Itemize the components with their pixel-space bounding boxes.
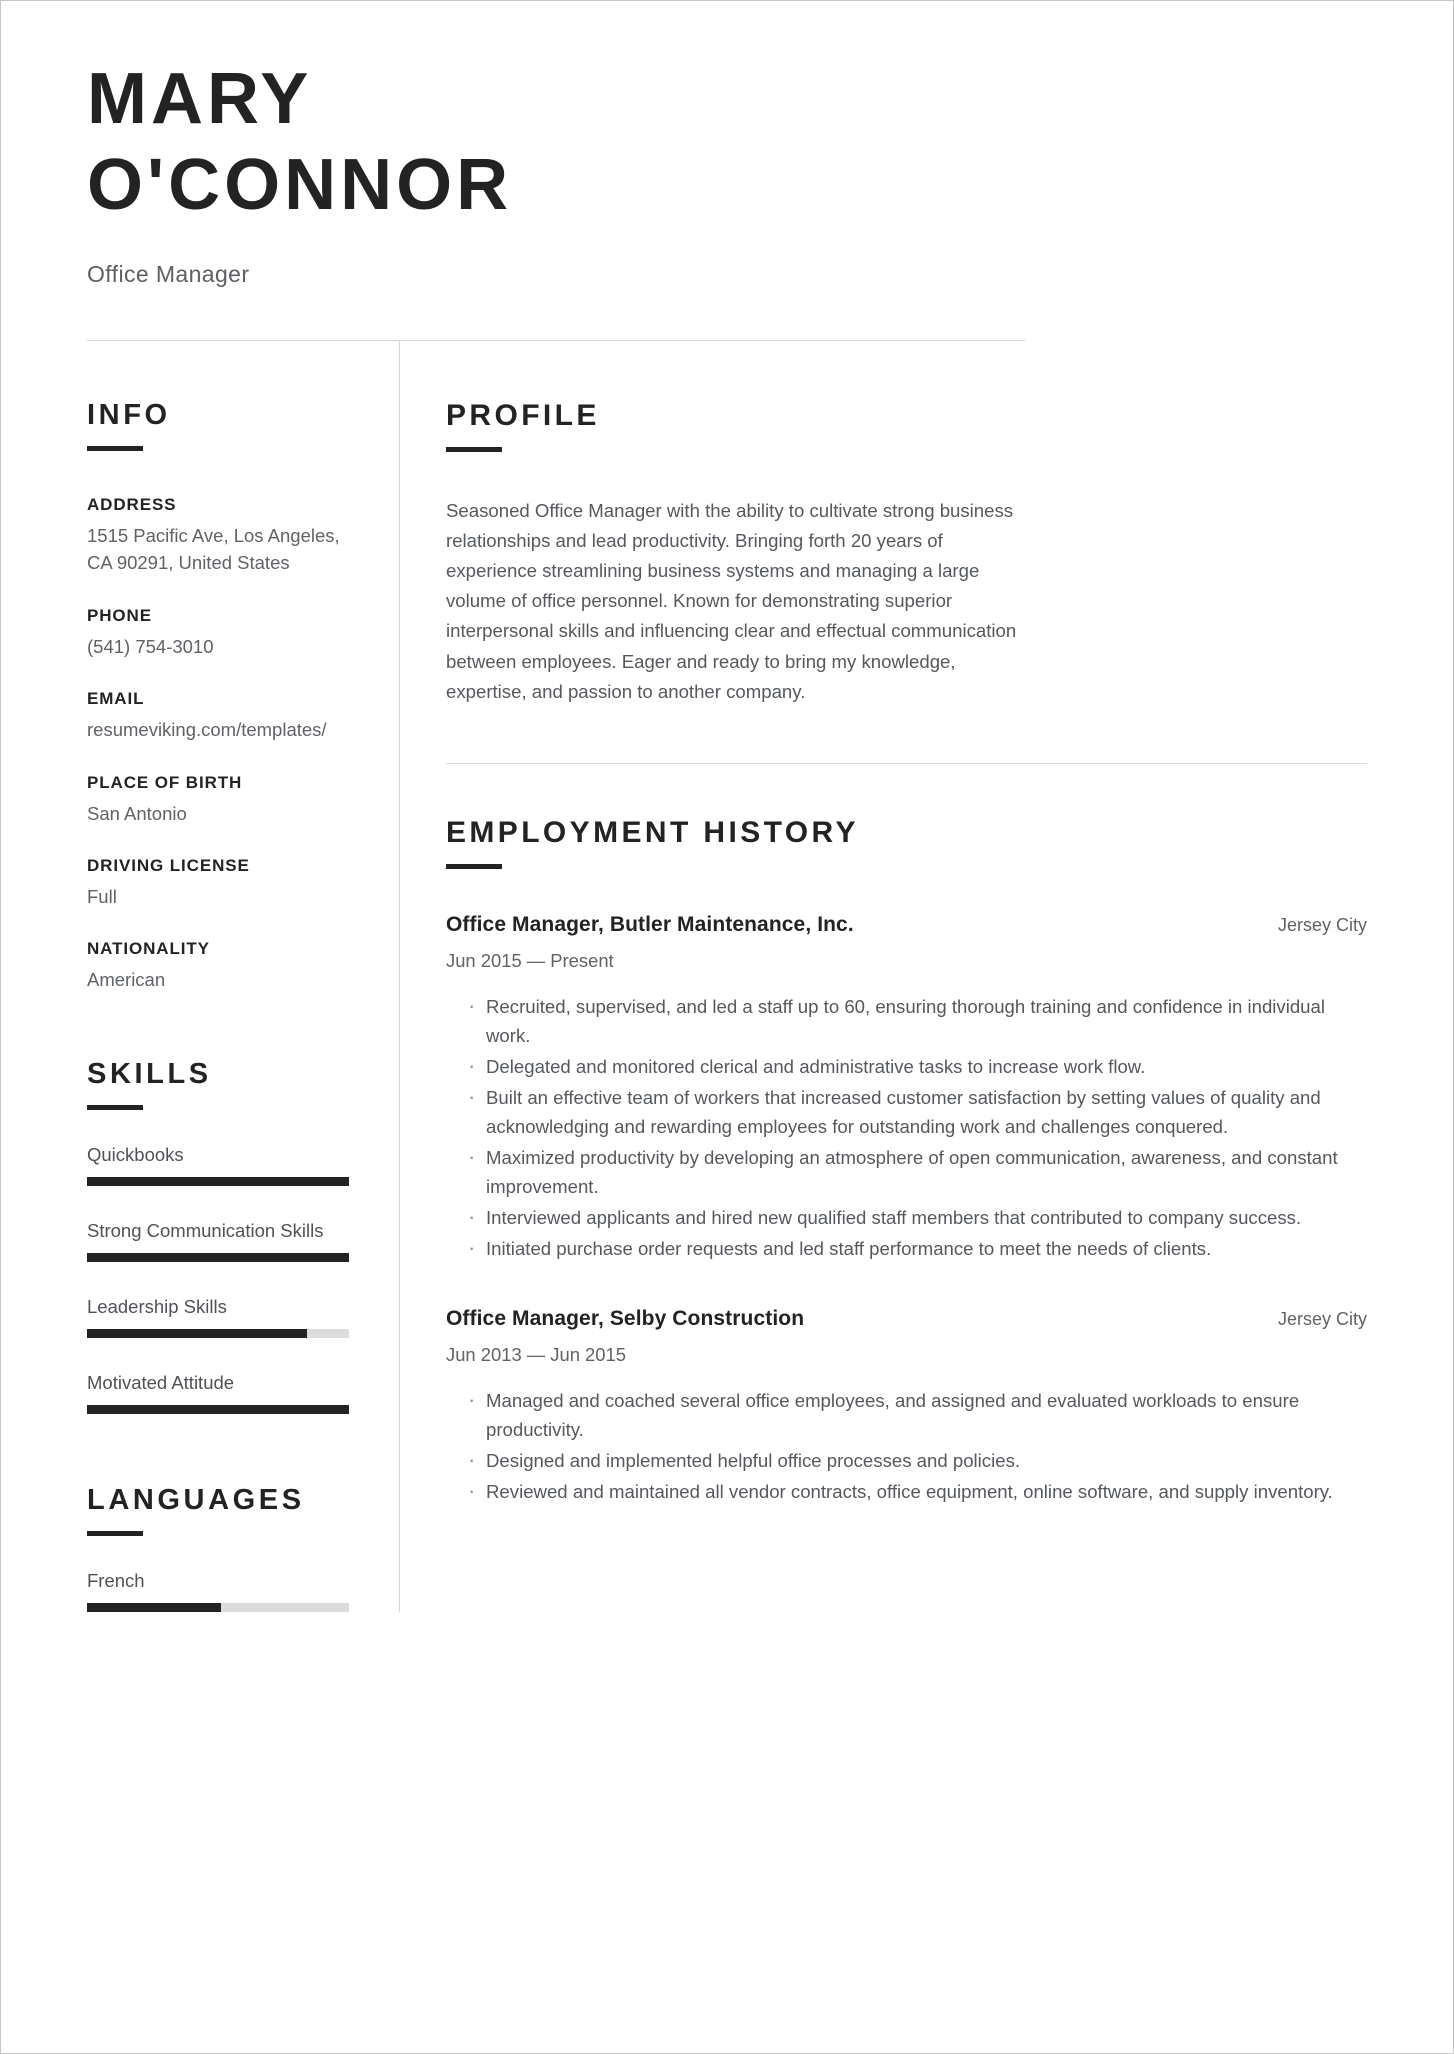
skill-level-fill [87,1177,349,1186]
info-item-email [87,689,369,743]
skill-label: Leadership Skills [87,1295,227,1317]
main-content [400,341,1367,1612]
languages-section-title: LANGUAGES [87,1483,305,1516]
job-location: Jersey City [1277,914,1367,935]
job-header [446,1307,1367,1331]
employment-section-title: EMPLOYMENT HISTORY [446,815,859,849]
info-value[interactable]: resumeviking.com/templates/ [87,719,327,741]
info-section [87,399,369,994]
info-value: American [87,969,166,991]
info-item-driving-license [87,856,369,910]
employment-underline [446,864,502,869]
job-dates: Jun 2015 — Present [446,949,614,971]
first-name: MARY [87,59,313,139]
resume-header [87,59,1367,288]
skill-label: Strong Communication Skills [87,1219,324,1241]
skills-section [87,1058,369,1414]
info-section-title: INFO [87,399,171,431]
info-value: Full [87,885,117,907]
section-divider [446,763,1367,764]
info-value: 1515 Pacific Ave, Los Angeles, CA 90291, United States [87,525,340,574]
job-bullet: · Recruited, supervised, and led a staff up to 60, ensuring thorough training and confidence in individual work. [446,992,1367,1050]
info-value: San Antonio [87,802,187,824]
job-role: Office Manager, Selby Construction [446,1306,805,1330]
info-label: PHONE [87,605,152,625]
profile-section-title: PROFILE [446,399,600,432]
skill-item [87,1144,369,1186]
languages-underline [87,1531,143,1536]
job-entry [446,1307,1367,1506]
skill-item [87,1296,369,1338]
job-location: Jersey City [1277,1308,1367,1329]
profile-underline [446,447,502,452]
skill-level-bar [87,1329,349,1338]
job-bullet: · Reviewed and maintained all vendor contracts, office equipment, online software, and supply inventory. [446,1477,1367,1506]
skill-level-bar [87,1177,349,1186]
job-bullets [446,992,1367,1263]
info-label: DRIVING LICENSE [87,855,250,875]
employment-section [446,816,1367,1506]
language-label: French [87,1569,145,1591]
info-list [87,495,369,994]
info-label: ADDRESS [87,495,177,514]
skill-item [87,1220,369,1262]
job-bullet: · Built an effective team of workers that increased customer satisfaction by setting values of quality and acknowledging and rewarding employees for outstanding work and challenges conquered. [446,1083,1367,1141]
resume-columns [87,341,1367,1612]
language-item [87,1570,369,1612]
languages-section [87,1484,369,1612]
skill-item [87,1372,369,1414]
job-dates: Jun 2013 — Jun 2015 [446,1343,626,1365]
info-label: PLACE OF BIRTH [87,772,243,792]
resume-content [1,1,1453,1612]
skill-level-bar [87,1405,349,1414]
job-bullet: · Delegated and monitored clerical and administrative tasks to increase work flow. [446,1052,1367,1081]
job-header [446,913,1367,937]
info-item-nationality [87,939,369,993]
last-name: O'CONNOR [87,145,513,225]
job-bullet: · Managed and coached several office employees, and assigned and evaluated workloads to ensure productivity. [446,1386,1367,1444]
info-label: NATIONALITY [87,939,210,959]
language-level-bar [87,1603,349,1612]
skill-level-fill [87,1405,349,1414]
info-item-place-of-birth [87,773,369,827]
skill-label: Quickbooks [87,1143,184,1165]
job-bullet: · Interviewed applicants and hired new qualified staff members that contributed to company success. [446,1203,1367,1232]
header-job-title: Office Manager [87,261,250,287]
job-bullet: · Initiated purchase order requests and led staff performance to meet the needs of clients. [446,1234,1367,1263]
job-entry [446,913,1367,1263]
profile-section [446,399,1367,707]
job-bullet: · Maximized productivity by developing an atmosphere of open communication, awareness, and constant improvement. [446,1143,1367,1201]
profile-text: Seasoned Office Manager with the ability to cultivate strong business relationships and lead productivity. Bringing forth 20 years of experience streamlining business systems and managing a large volume of office personnel. Known for demonstrating superior interpersonal skills and influencing clear and effectual communication between employees. Eager and ready to bring my knowledge, expertise, and passion to another company. [446,500,1017,702]
info-item-address [87,495,369,577]
info-value: (541) 754-3010 [87,635,214,657]
skill-level-bar [87,1253,349,1262]
info-underline [87,446,143,451]
skills-section-title: SKILLS [87,1057,212,1090]
sidebar [87,341,399,1612]
language-level-fill [87,1603,221,1612]
page-title [87,59,1367,225]
info-item-phone [87,606,369,660]
skill-level-fill [87,1253,349,1262]
job-bullets [446,1386,1367,1506]
job-role: Office Manager, Butler Maintenance, Inc. [446,912,854,936]
job-bullet: · Designed and implemented helpful office processes and policies. [446,1446,1367,1475]
skill-label: Motivated Attitude [87,1371,235,1393]
info-label: EMAIL [87,689,145,709]
skills-underline [87,1105,143,1110]
skill-level-fill [87,1329,307,1338]
